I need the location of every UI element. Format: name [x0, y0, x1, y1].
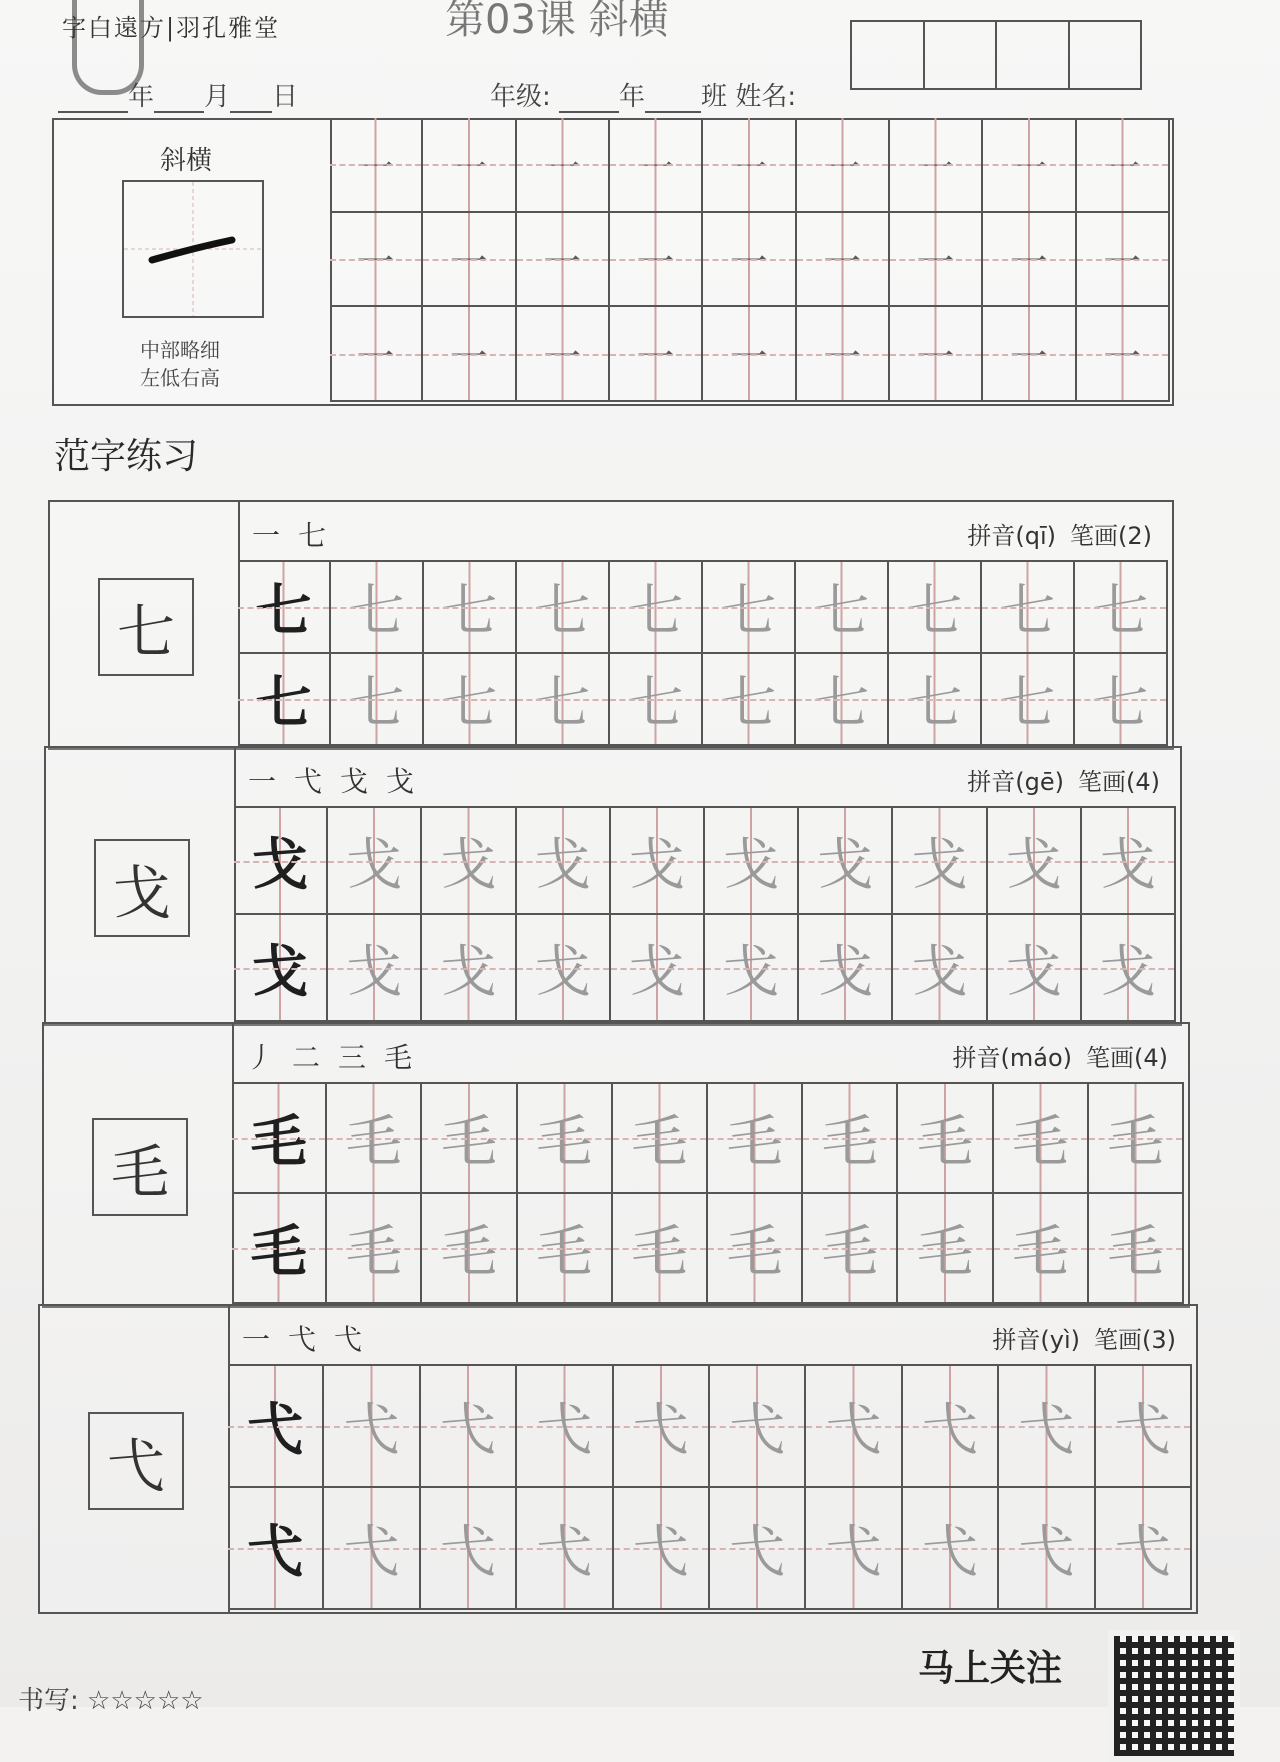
stroke-practice-cell[interactable]: 一 [610, 118, 703, 213]
practice-cell[interactable]: 毛 [1089, 1194, 1184, 1304]
practice-cell[interactable]: 弋 [421, 1488, 517, 1610]
stroke-practice-cell[interactable]: 一 [423, 118, 516, 213]
practice-cell[interactable]: 弋 [228, 1366, 324, 1488]
stroke-practice-cell[interactable]: 一 [330, 307, 423, 402]
stroke-practice-cell[interactable]: 一 [610, 213, 703, 308]
practice-cell[interactable]: 戈 [517, 808, 611, 915]
practice-cell[interactable]: 七 [238, 562, 331, 654]
practice-cell[interactable]: 戈 [422, 808, 516, 915]
practice-cell[interactable]: 毛 [898, 1194, 993, 1304]
brand-logo: 字白遠方|羽孔雅堂 [62, 14, 281, 42]
practice-cell[interactable]: 七 [331, 562, 424, 654]
practice-cell[interactable]: 戈 [234, 915, 328, 1022]
practice-cell[interactable]: 七 [517, 562, 610, 654]
month-label: 月 [204, 82, 231, 112]
practice-cell[interactable]: 弋 [324, 1488, 420, 1610]
date-line [58, 76, 298, 113]
practice-cell[interactable]: 弋 [614, 1366, 710, 1488]
stroke-practice-cell[interactable]: 一 [983, 307, 1076, 402]
stroke-practice-cell[interactable]: 一 [703, 213, 796, 308]
practice-cell[interactable]: 毛 [327, 1084, 422, 1194]
stroke-practice-cell[interactable]: 一 [330, 213, 423, 308]
practice-cell[interactable]: 毛 [994, 1194, 1089, 1304]
practice-cell[interactable]: 毛 [708, 1084, 803, 1194]
name-label: 姓名: [735, 82, 797, 112]
section-title: 范字练习 [54, 436, 199, 477]
practice-cell[interactable]: 七 [424, 654, 517, 746]
practice-cell[interactable]: 毛 [232, 1084, 327, 1194]
stroke-practice-cell[interactable]: 一 [517, 307, 610, 402]
practice-cell[interactable]: 七 [889, 562, 982, 654]
practice-cell[interactable]: 毛 [994, 1084, 1089, 1194]
model-character-box: 弋 [88, 1412, 184, 1510]
stroke-practice-cell[interactable]: 一 [423, 213, 516, 308]
practice-cell[interactable]: 弋 [903, 1488, 999, 1610]
practice-cell[interactable]: 弋 [710, 1366, 806, 1488]
practice-cell[interactable]: 毛 [518, 1194, 613, 1304]
practice-cell[interactable]: 弋 [517, 1488, 613, 1610]
practice-cell[interactable]: 毛 [422, 1194, 517, 1304]
practice-cell[interactable]: 弋 [999, 1366, 1095, 1488]
stroke-order: 一弋戈戈 [248, 765, 433, 798]
stroke-tip-1: 中部略细 [140, 338, 220, 362]
pinyin-label: 拼音(máo) [952, 1044, 1072, 1072]
stroke-practice-cell[interactable]: 一 [890, 118, 983, 213]
grade-label: 年级: [490, 82, 551, 112]
stroke-practice-cell[interactable]: 一 [797, 307, 890, 402]
stroke-practice-cell[interactable]: 一 [890, 307, 983, 402]
practice-cell[interactable]: 戈 [893, 808, 987, 915]
day-label: 日 [272, 82, 299, 112]
practice-cell[interactable]: 七 [796, 562, 889, 654]
stroke-order: 一弋弋 [242, 1323, 381, 1356]
stroke-title: 斜横 [160, 146, 213, 176]
practice-cell[interactable]: 戈 [234, 808, 328, 915]
practice-cell[interactable]: 七 [331, 654, 424, 746]
practice-cell[interactable]: 弋 [1096, 1488, 1192, 1610]
practice-cell[interactable]: 戈 [893, 915, 987, 1022]
character-block [38, 1304, 1198, 1614]
model-character-box: 七 [98, 578, 194, 676]
stroke-demo-box [122, 180, 264, 318]
stroke-practice-cell[interactable]: 一 [890, 213, 983, 308]
practice-cell[interactable]: 弋 [228, 1488, 324, 1610]
practice-cell[interactable]: 毛 [327, 1194, 422, 1304]
practice-cell[interactable]: 毛 [1089, 1084, 1184, 1194]
practice-cell[interactable]: 毛 [708, 1194, 803, 1304]
practice-cell[interactable]: 戈 [328, 808, 422, 915]
practice-cell[interactable]: 弋 [806, 1366, 902, 1488]
practice-cell[interactable]: 戈 [799, 808, 893, 915]
practice-cell[interactable]: 毛 [898, 1084, 993, 1194]
name-boxes[interactable] [850, 20, 1142, 90]
lesson-title: 第03课 斜横 [445, 0, 669, 43]
stroke-practice-cell[interactable]: 一 [330, 118, 423, 213]
practice-cell[interactable]: 戈 [1082, 808, 1176, 915]
practice-cell[interactable]: 毛 [518, 1084, 613, 1194]
grade-year-label: 年 [619, 82, 646, 112]
practice-grid[interactable] [238, 560, 1168, 746]
practice-cell[interactable]: 戈 [705, 808, 799, 915]
practice-cell[interactable]: 七 [703, 654, 796, 746]
practice-cell[interactable]: 七 [610, 654, 703, 746]
stroke-tip-2: 左低右高 [140, 366, 220, 390]
practice-cell[interactable]: 七 [982, 654, 1075, 746]
practice-cell[interactable]: 七 [889, 654, 982, 746]
pinyin-label: 拼音(gē) [967, 768, 1064, 796]
practice-cell[interactable]: 七 [982, 562, 1075, 654]
strokes-label: 笔画(4) [1086, 1044, 1168, 1072]
model-character-box: 毛 [92, 1118, 188, 1216]
stroke-practice-cell[interactable]: 一 [1077, 307, 1170, 402]
model-character-box: 戈 [94, 839, 190, 937]
stroke-practice-cell[interactable]: 一 [517, 118, 610, 213]
practice-cell[interactable]: 弋 [806, 1488, 902, 1610]
character-block [42, 1022, 1190, 1308]
practice-cell[interactable]: 戈 [988, 915, 1082, 1022]
practice-cell[interactable]: 七 [517, 654, 610, 746]
practice-cell[interactable]: 毛 [232, 1194, 327, 1304]
practice-cell[interactable]: 戈 [611, 808, 705, 915]
practice-cell[interactable]: 弋 [1096, 1366, 1192, 1488]
stroke-order: 一七 [252, 519, 345, 552]
practice-cell[interactable]: 七 [610, 562, 703, 654]
character-meta [992, 1320, 1176, 1355]
practice-cell[interactable]: 弋 [421, 1366, 517, 1488]
practice-cell[interactable]: 弋 [517, 1366, 613, 1488]
practice-cell[interactable]: 毛 [422, 1084, 517, 1194]
practice-cell[interactable]: 戈 [799, 915, 893, 1022]
stroke-practice-cell[interactable]: 一 [983, 118, 1076, 213]
practice-cell[interactable]: 戈 [517, 915, 611, 1022]
practice-cell[interactable]: 弋 [324, 1366, 420, 1488]
practice-cell[interactable]: 七 [1075, 562, 1168, 654]
qr-code-icon[interactable] [1108, 1630, 1240, 1762]
practice-cell[interactable]: 戈 [988, 808, 1082, 915]
character-meta [967, 762, 1160, 797]
stroke-practice-cell[interactable]: 一 [1077, 118, 1170, 213]
practice-grid[interactable] [228, 1364, 1192, 1610]
practice-cell[interactable]: 七 [796, 654, 889, 746]
follow-label: 马上关注 [918, 1648, 1063, 1689]
strokes-label: 笔画(3) [1094, 1326, 1176, 1354]
practice-cell[interactable]: 毛 [613, 1194, 708, 1304]
pinyin-label: 拼音(qī) [967, 522, 1056, 550]
practice-cell[interactable]: 毛 [803, 1194, 898, 1304]
stroke-order: 丿二三毛 [246, 1041, 431, 1074]
stroke-demo-icon [124, 182, 262, 316]
practice-grid[interactable] [234, 806, 1176, 1022]
character-meta [953, 1038, 1169, 1073]
practice-grid[interactable] [232, 1082, 1184, 1304]
class-line [490, 76, 796, 113]
practice-cell[interactable]: 七 [1075, 654, 1168, 746]
practice-cell[interactable]: 戈 [422, 915, 516, 1022]
stroke-practice-grid[interactable] [330, 118, 1170, 402]
stroke-practice-cell[interactable]: 一 [423, 307, 516, 402]
practice-cell[interactable]: 戈 [328, 915, 422, 1022]
practice-cell[interactable]: 七 [703, 562, 796, 654]
stroke-practice-cell[interactable]: 一 [610, 307, 703, 402]
practice-cell[interactable]: 弋 [903, 1366, 999, 1488]
stroke-practice-cell[interactable]: 一 [797, 213, 890, 308]
practice-cell[interactable]: 弋 [710, 1488, 806, 1610]
rating-stars: 书写: ☆☆☆☆☆ [18, 1686, 204, 1716]
stroke-practice-cell[interactable]: 一 [703, 118, 796, 213]
practice-cell[interactable]: 弋 [614, 1488, 710, 1610]
practice-cell[interactable]: 毛 [803, 1084, 898, 1194]
stroke-practice-cell[interactable]: 一 [983, 213, 1076, 308]
practice-cell[interactable]: 戈 [611, 915, 705, 1022]
stroke-practice-cell[interactable]: 一 [703, 307, 796, 402]
strokes-label: 笔画(2) [1070, 522, 1152, 550]
practice-cell[interactable]: 毛 [613, 1084, 708, 1194]
practice-cell[interactable]: 七 [424, 562, 517, 654]
stroke-practice-cell[interactable]: 一 [517, 213, 610, 308]
character-block [44, 746, 1182, 1026]
character-meta [967, 516, 1152, 551]
practice-cell[interactable]: 戈 [1082, 915, 1176, 1022]
strokes-label: 笔画(4) [1078, 768, 1160, 796]
stroke-practice-cell[interactable]: 一 [797, 118, 890, 213]
practice-cell[interactable]: 弋 [999, 1488, 1095, 1610]
class-label: 班 [701, 82, 728, 112]
pinyin-label: 拼音(yì) [992, 1326, 1080, 1354]
stroke-practice-cell[interactable]: 一 [1077, 213, 1170, 308]
year-label: 年 [128, 82, 155, 112]
practice-cell[interactable]: 戈 [705, 915, 799, 1022]
practice-cell[interactable]: 七 [238, 654, 331, 746]
character-block [48, 500, 1174, 750]
